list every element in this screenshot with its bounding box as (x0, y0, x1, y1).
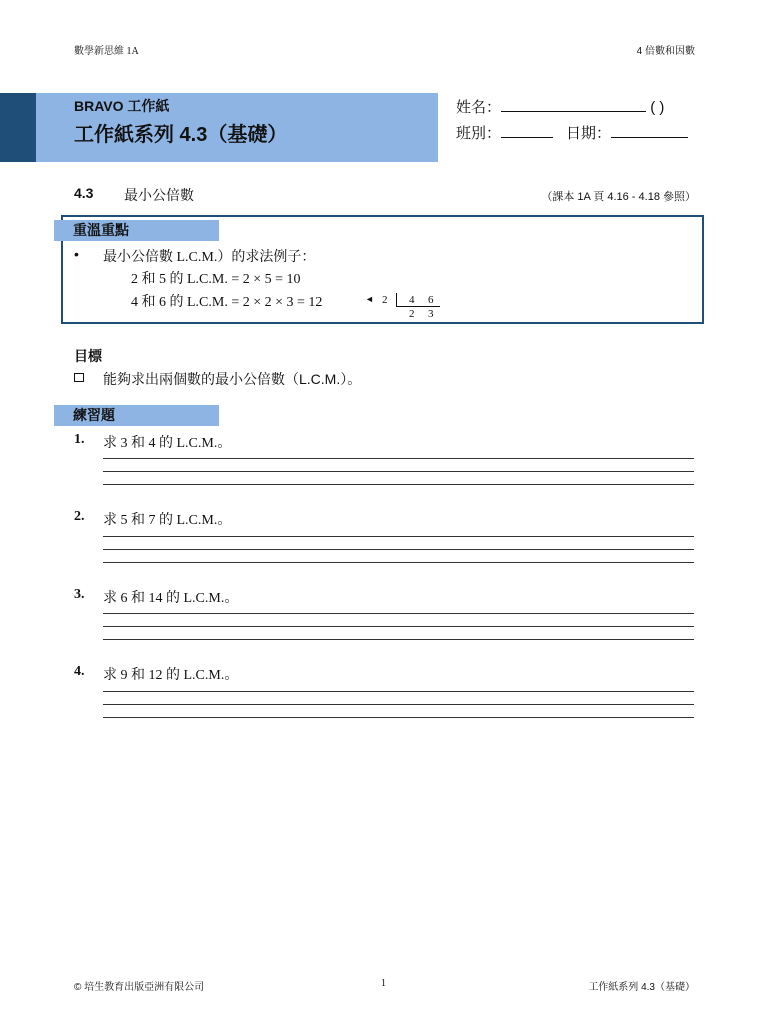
answer-line[interactable] (103, 639, 694, 640)
answer-line[interactable] (103, 613, 694, 614)
class-number-paren: ( ) (650, 99, 665, 116)
long-division-quotient: 2 (409, 308, 415, 320)
header-chapter: 4 倍數和因數 (636, 46, 695, 57)
exercise-tag: 練習題 (54, 405, 219, 426)
worksheet-series-label: BRAVO 工作紙 (74, 98, 170, 114)
answer-line[interactable] (103, 549, 694, 550)
answer-line[interactable] (103, 717, 694, 718)
question-text: 求 5 和 7 的 L.C.M.。 (103, 513, 232, 528)
class-label: 班別： (456, 125, 502, 142)
answer-line[interactable] (103, 562, 694, 563)
objective-heading: 目標 (74, 348, 102, 364)
recap-tag: 重溫重點 (54, 220, 219, 241)
name-label: 姓名： (456, 99, 502, 116)
class-field[interactable] (456, 122, 553, 143)
answer-line[interactable] (103, 626, 694, 627)
title-accent-block (0, 93, 36, 162)
recap-definition: 最小公倍數 L.C.M.）的求法例子： (103, 250, 316, 265)
left-arrow-icon: ◄ (365, 294, 374, 304)
question-number: 2. (74, 509, 85, 524)
question-number: 3. (74, 587, 85, 602)
question-number: 4. (74, 664, 85, 679)
answer-line[interactable] (103, 471, 694, 472)
recap-example-1: 2 和 5 的 L.C.M. = 2 × 5 = 10 (131, 272, 301, 287)
date-label: 日期： (566, 125, 612, 142)
worksheet-title: 工作紙系列 4.3（基礎） (74, 124, 288, 146)
name-blank[interactable] (501, 97, 646, 112)
question-text: 求 3 和 4 的 L.C.M.。 (103, 436, 232, 451)
answer-line[interactable] (103, 704, 694, 705)
class-blank[interactable] (501, 123, 553, 138)
long-division-divisor: 2 (382, 294, 388, 306)
footer-copyright: © 培生教育出版亞洲有限公司 (74, 982, 205, 993)
objective-text: 能夠求出兩個數的最小公倍數（L.C.M.）。 (103, 371, 362, 387)
date-blank[interactable] (611, 123, 688, 138)
checkbox-icon[interactable] (74, 373, 84, 382)
date-field[interactable] (566, 122, 688, 143)
recap-example-2: 4 和 6 的 L.C.M. = 2 × 2 × 3 = 12 (131, 295, 323, 310)
answer-line[interactable] (103, 458, 694, 459)
question-text: 求 6 和 14 的 L.C.M.。 (103, 591, 239, 606)
section-number: 4.3 (74, 185, 94, 201)
question-number: 1. (74, 432, 85, 447)
textbook-reference: （課本 1A 頁 4.16 - 4.18 參照） (541, 191, 696, 203)
long-division-bar (396, 293, 397, 307)
section-title: 最小公倍數 (124, 187, 194, 203)
answer-line[interactable] (103, 536, 694, 537)
long-division-quotient: 3 (428, 308, 434, 320)
name-field[interactable] (456, 96, 664, 117)
long-division-dividend: 6 (428, 294, 434, 306)
answer-line[interactable] (103, 484, 694, 485)
footer-worksheet-title: 工作紙系列 4.3（基礎） (588, 982, 695, 993)
header-book-title: 數學新思維 1A (74, 46, 139, 57)
long-division-dividend: 4 (409, 294, 415, 306)
bullet-icon: • (74, 246, 79, 262)
answer-line[interactable] (103, 691, 694, 692)
page-number: 1 (381, 978, 386, 989)
long-division-line (396, 306, 440, 307)
question-text: 求 9 和 12 的 L.C.M.。 (103, 668, 239, 683)
